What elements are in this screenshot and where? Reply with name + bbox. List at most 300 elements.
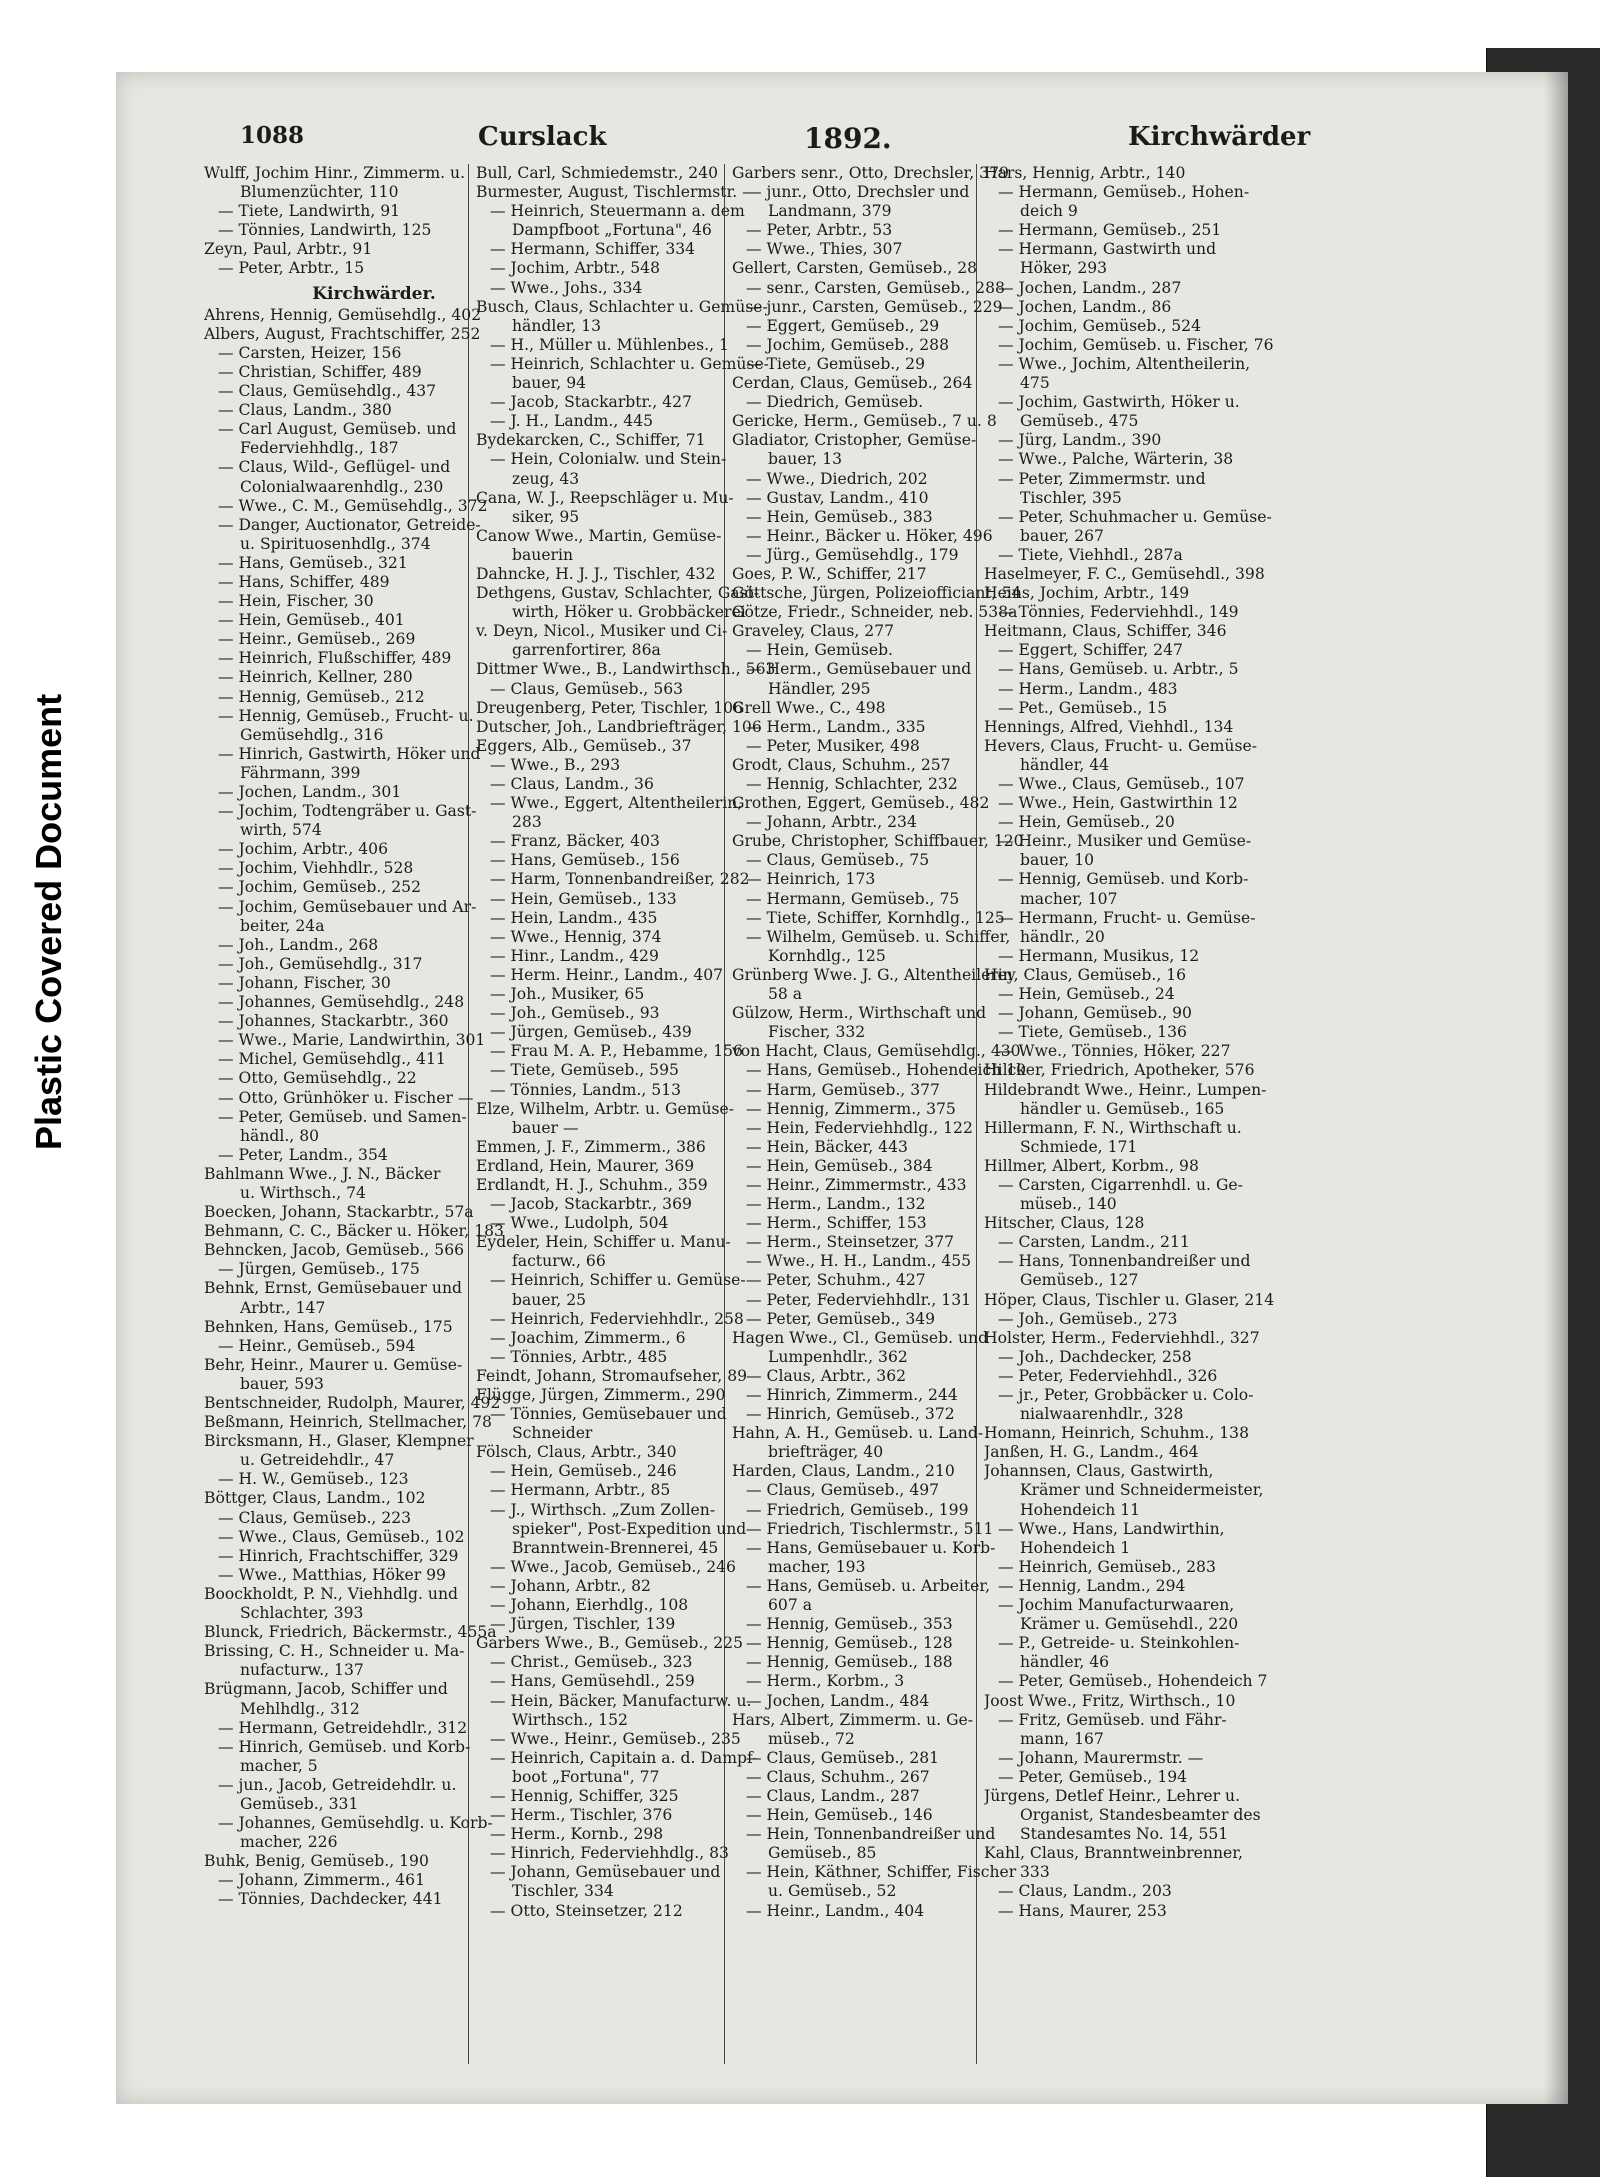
- directory-entry: deich 9: [1020, 202, 1078, 221]
- side-label-text: Plastic Covered Document: [28, 693, 69, 1150]
- directory-entry: — Jochim, Viehhdlr., 528: [218, 859, 414, 878]
- directory-entry: — Hermann, Gemüseb., 75: [746, 889, 960, 908]
- directory-entry: — Hein, Landm., 435: [490, 908, 658, 927]
- directory-entry: — Peter, Federviehhdlr., 131: [746, 1290, 972, 1309]
- directory-entry: — Franz, Bäcker, 403: [490, 832, 660, 851]
- directory-entry: — Claus, Gemüseb., 563: [490, 679, 684, 698]
- directory-entry: — Heinrich, Kellner, 280: [218, 668, 413, 687]
- directory-entry: Boockholdt, P. N., Viehhdlg. und: [204, 1584, 458, 1603]
- directory-entry: — Claus, Arbtr., 362: [746, 1366, 907, 1385]
- directory-entry: Cana, W. J., Reepschläger u. Mu-: [476, 488, 734, 507]
- directory-entry: Mehlhdlg., 312: [240, 1699, 360, 1718]
- directory-entry: — P., Getreide- u. Steinkohlen-: [998, 1634, 1240, 1653]
- directory-entry: — Hennig, Schiffer, 325: [490, 1786, 679, 1805]
- directory-entry: — Hermann, Gemüseb., 251: [998, 221, 1222, 240]
- directory-entry: händler, 13: [512, 316, 602, 335]
- directory-entry: — Hinrich, Federviehhdlg., 83: [490, 1844, 729, 1863]
- directory-entry: — Joh., Gemüseb., 93: [490, 1004, 660, 1023]
- directory-entry: — Jürgen, Tischler, 139: [490, 1615, 676, 1634]
- directory-entry: händl., 80: [240, 1126, 320, 1145]
- directory-entry: — Claus, Gemüseb., 497: [746, 1481, 940, 1500]
- directory-entry: Dahncke, H. J. J., Tischler, 432: [476, 564, 716, 583]
- directory-entry: macher, 193: [768, 1557, 866, 1576]
- directory-entry: u. Spirituosenhdlg., 374: [240, 534, 431, 553]
- directory-entry: 333: [1020, 1863, 1050, 1882]
- directory-entry: Graveley, Claus, 277: [732, 622, 895, 641]
- directory-entry: — Tiete, Gemüseb., 595: [490, 1061, 679, 1080]
- directory-entry: Gemüseb., 475: [1020, 412, 1139, 431]
- directory-entry: Fölsch, Claus, Arbtr., 340: [476, 1443, 677, 1462]
- directory-entry: — Tönnies, Gemüsebauer und: [490, 1405, 727, 1424]
- directory-entry: — Wwe., Palche, Wärterin, 38: [998, 450, 1234, 469]
- directory-entry: — Johann, Arbtr., 234: [746, 813, 917, 832]
- directory-entry: — Heinr., Gemüseb., 269: [218, 630, 416, 649]
- directory-entry: — Hermann, Gemüseb., Hohen-: [998, 183, 1250, 202]
- directory-entry: Grell Wwe., C., 498: [732, 698, 886, 717]
- directory-entry: Boecken, Johann, Stackarbtr., 57a: [204, 1203, 474, 1222]
- directory-entry: — Wwe., Claus, Gemüseb., 107: [998, 775, 1245, 793]
- directory-entry: Krämer u. Gemüsehdl., 220: [1020, 1615, 1239, 1634]
- directory-entry: — Johann, Gemüseb., 90: [998, 1004, 1192, 1023]
- directory-entry: Busch, Claus, Schlachter u. Gemüse-: [476, 297, 768, 316]
- directory-entry: — Jürg, Landm., 390: [998, 431, 1162, 450]
- directory-entry: — Wwe., B., 293: [490, 755, 621, 774]
- directory-entry: — Herm., Landm., 335: [746, 717, 926, 736]
- directory-entry: boot „Fortuna", 77: [512, 1767, 660, 1786]
- directory-entry: — Jochen, Landm., 301: [218, 783, 402, 801]
- directory-entry: — Heinrich, Capitain a. d. Dampf-: [490, 1748, 758, 1767]
- directory-entry: — Jürgen, Gemüseb., 439: [490, 1023, 692, 1042]
- directory-entry: händler u. Gemüseb., 165: [1020, 1099, 1225, 1118]
- directory-entry: von Hacht, Claus, Gemüsehdlg., 430: [732, 1042, 1021, 1061]
- directory-entry: — Herm., Kornb., 298: [490, 1825, 664, 1844]
- page-number: 1088: [240, 122, 305, 149]
- running-head-left: Curslack: [478, 122, 607, 152]
- directory-entry: — Hermann, Musikus, 12: [998, 946, 1200, 965]
- directory-entry: — Joh., Landm., 268: [218, 935, 379, 954]
- directory-entry: Branntwein-Brennerei, 45: [512, 1538, 719, 1557]
- directory-entry: Hillmer, Albert, Korbm., 98: [984, 1156, 1199, 1175]
- directory-entry: Elze, Wilhelm, Arbtr. u. Gemüse-: [476, 1099, 735, 1118]
- directory-entry: müseb., 140: [1020, 1195, 1117, 1214]
- directory-entry: siker, 95: [512, 507, 580, 526]
- directory-entry: — Peter, Schuhmacher u. Gemüse-: [998, 507, 1272, 526]
- directory-entry: — Heinr., Musiker und Gemüse-: [998, 832, 1252, 851]
- directory-entry: — Johann, Gemüsebauer und: [490, 1863, 721, 1882]
- directory-entry: Hildebrandt Wwe., Heinr., Lumpen-: [984, 1080, 1267, 1099]
- directory-entry: — Heinrich, Federviehhdlr., 258: [490, 1309, 744, 1328]
- directory-entry: zeug, 43: [512, 469, 580, 488]
- directory-entry: — Carsten, Landm., 211: [998, 1233, 1190, 1252]
- directory-entry: — Otto, Steinsetzer, 212: [490, 1901, 683, 1920]
- directory-entry: Fischer, 332: [768, 1023, 866, 1042]
- directory-entry: Behnken, Hans, Gemüseb., 175: [204, 1317, 453, 1336]
- directory-entry: bauer, 13: [768, 450, 843, 469]
- directory-entry: — Johannes, Gemüsehdlg. u. Korb-: [218, 1814, 493, 1833]
- directory-entry: Gladiator, Cristopher, Gemüse-: [732, 431, 977, 450]
- directory-entry: — Jochim, Arbtr., 406: [218, 840, 388, 859]
- directory-entry: — Peter, Arbtr., 15: [218, 259, 365, 278]
- directory-entry: Wirthsch., 152: [512, 1710, 628, 1729]
- directory-entry: Homann, Heinrich, Schuhm., 138: [984, 1424, 1250, 1443]
- directory-entry: händlr., 20: [1020, 927, 1105, 946]
- directory-entry: — Hein, Gemüseb., 146: [746, 1806, 933, 1825]
- page-header: [116, 122, 1568, 164]
- page-shadow: [1544, 72, 1568, 2104]
- directory-entry: — Claus, Gemüsehdlg., 437: [218, 382, 437, 401]
- directory-entry: — Jürg., Gemüsehdlg., 179: [746, 545, 959, 564]
- directory-entry: — Hein, Gemüseb., 24: [998, 985, 1175, 1004]
- directory-entry: — Joachim, Zimmerm., 6: [490, 1328, 686, 1347]
- directory-entry: beiter, 24a: [240, 916, 325, 935]
- directory-entry: — Jochim, Gemüseb., 252: [218, 878, 422, 897]
- directory-entry: macher, 5: [240, 1756, 318, 1775]
- directory-entry: Brissing, C. H., Schneider u. Ma-: [204, 1642, 465, 1661]
- directory-entry: 283: [512, 813, 542, 832]
- directory-entry: bauer, 593: [240, 1374, 324, 1393]
- directory-entry: Eggers, Alb., Gemüseb., 37: [476, 736, 692, 755]
- directory-entry: — Heinr., Gemüseb., 594: [218, 1336, 416, 1355]
- directory-entry: — Wwe., Johs., 334: [490, 278, 643, 297]
- directory-entry: — Tönnies, Federviehhdl., 149: [998, 603, 1239, 622]
- directory-entry: Tischler, 334: [512, 1882, 614, 1901]
- directory-entry: Johannsen, Claus, Gastwirth,: [984, 1462, 1214, 1481]
- directory-entry: Händler, 295: [768, 679, 871, 698]
- directory-entry: Blunck, Friedrich, Bäckermstr., 455a: [204, 1623, 497, 1642]
- directory-entry: Böttger, Claus, Landm., 102: [204, 1489, 426, 1508]
- directory-entry: — Wwe., H. H., Landm., 455: [746, 1252, 972, 1271]
- directory-entry: Haselmeyer, F. C., Gemüsehdl., 398: [984, 564, 1265, 583]
- directory-entry: — Tiete, Landwirth, 91: [218, 202, 401, 221]
- directory-page: [116, 72, 1568, 2104]
- directory-entry: Kahl, Claus, Branntweinbrenner,: [984, 1844, 1243, 1863]
- directory-entry: Buhk, Benig, Gemüseb., 190: [204, 1852, 429, 1871]
- directory-entry: — jun., Jacob, Getreidehdlr. u.: [218, 1775, 457, 1794]
- directory-entry: — Hinrich, Gemüseb., 372: [746, 1405, 955, 1424]
- directory-entry: — Herm., Schiffer, 153: [746, 1214, 927, 1233]
- running-head-year: 1892.: [804, 122, 892, 155]
- directory-entry: Behnk, Ernst, Gemüsebauer und: [204, 1279, 462, 1298]
- directory-entry: u. Wirthsch., 74: [240, 1183, 366, 1202]
- directory-entry: Gericke, Herm., Gemüseb., 7 u. 8: [732, 412, 997, 431]
- directory-entry: — Heinrich, Flußschiffer, 489: [218, 649, 452, 668]
- directory-entry: — Hinrich, Gemüseb. und Korb-: [218, 1737, 471, 1756]
- directory-entry: Federviehhdlg., 187: [240, 439, 399, 458]
- directory-entry: — Otto, Grünhöker u. Fischer —: [218, 1088, 474, 1107]
- directory-entry: Dethgens, Gustav, Schlachter, Gast-: [476, 584, 760, 603]
- directory-entry: Hevers, Claus, Frucht- u. Gemüse-: [984, 736, 1257, 755]
- directory-entry: Grünberg Wwe. J. G., Altentheilerin: [732, 965, 1013, 984]
- entry-column-4: [984, 164, 1324, 2064]
- directory-entry: 475: [1020, 374, 1050, 393]
- directory-entry: Bircksmann, H., Glaser, Klempner: [204, 1432, 474, 1451]
- directory-entry: — Peter, Landm., 354: [218, 1145, 388, 1164]
- directory-entry: bauer, 25: [512, 1290, 587, 1309]
- directory-entry: Canow Wwe., Martin, Gemüse-: [476, 526, 722, 545]
- directory-entry: — Claus, Landm., 36: [490, 775, 654, 793]
- directory-entry: — Jochim, Todtengräber u. Gast-: [218, 802, 477, 821]
- directory-entry: Arbtr., 147: [240, 1298, 326, 1317]
- directory-entry: Burmester, August, Tischlermstr. —: [476, 183, 758, 202]
- directory-entry: — Jürgen, Gemüseb., 175: [218, 1260, 420, 1279]
- directory-entry: Emmen, J. F., Zimmerm., 386: [476, 1137, 706, 1156]
- directory-entry: — Hans, Maurer, 253: [998, 1901, 1167, 1920]
- directory-entry: — Tönnies, Dachdecker, 441: [218, 1890, 443, 1909]
- directory-entry: — Heinr., Zimmermstr., 433: [746, 1175, 967, 1194]
- directory-entry: — Harm, Gemüseb., 377: [746, 1080, 940, 1099]
- directory-entry: Götze, Friedr., Schneider, neb. 538a: [732, 603, 1018, 622]
- directory-entry: Lumpenhdlr., 362: [768, 1347, 908, 1366]
- directory-entry: Hohendeich 11: [1020, 1500, 1141, 1519]
- directory-entry: Schlachter, 393: [240, 1604, 364, 1623]
- directory-entry: wirth, 574: [240, 821, 322, 840]
- directory-entry: bauerin: [512, 545, 574, 564]
- directory-entry: — junr., Otto, Drechsler und: [746, 183, 970, 202]
- directory-entry: — Heinrich, Schlachter u. Gemüse-: [490, 354, 769, 373]
- directory-entry: — Pet., Gemüseb., 15: [998, 698, 1168, 717]
- directory-entry: — Carsten, Cigarrenhdl. u. Ge-: [998, 1175, 1243, 1194]
- directory-entry: — Tönnies, Arbtr., 485: [490, 1347, 668, 1366]
- directory-entry: — Wwe., Hans, Landwirthin,: [998, 1519, 1225, 1538]
- directory-entry: — Tönnies, Landm., 513: [490, 1080, 682, 1099]
- directory-entry: — Jochen, Landm., 484: [746, 1691, 930, 1710]
- directory-entry: Hitscher, Claus, 128: [984, 1214, 1145, 1233]
- directory-entry: — Hennig, Landm., 294: [998, 1576, 1186, 1595]
- directory-entry: — Peter, Gemüseb., 194: [998, 1767, 1188, 1786]
- directory-entry: 58 a: [768, 985, 803, 1004]
- directory-entry: nufacturw., 137: [240, 1661, 364, 1680]
- directory-entry: — Heinrich, Schiffer u. Gemüse-: [490, 1271, 746, 1290]
- directory-entry: Gemüseb., 331: [240, 1794, 359, 1813]
- directory-entry: spieker", Post-Expedition und: [512, 1519, 747, 1538]
- directory-entry: Eydeler, Hein, Schiffer u. Manu-: [476, 1233, 731, 1252]
- directory-entry: Hey, Claus, Gemüseb., 16: [984, 965, 1187, 984]
- directory-entry: Holster, Herm., Federviehhdl., 327: [984, 1328, 1260, 1347]
- directory-entry: — Tiete, Gemüseb., 136: [998, 1023, 1187, 1042]
- directory-entry: — Wwe., Jochim, Altentheilerin,: [998, 354, 1251, 373]
- directory-entry: Hagen Wwe., Cl., Gemüseb. und: [732, 1328, 989, 1347]
- running-head-right: Kirchwärder: [1128, 122, 1311, 152]
- directory-entry: — Claus, Gemüseb., 75: [746, 851, 930, 870]
- directory-entry: — Hans, Gemüsehdl., 259: [490, 1672, 695, 1691]
- directory-entry: facturw., 66: [512, 1252, 606, 1271]
- directory-entry: — Otto, Gemüsehdlg., 22: [218, 1069, 417, 1088]
- directory-entry: — Hein, Gemüseb., 246: [490, 1462, 677, 1481]
- directory-entry: — Jochen, Landm., 86: [998, 297, 1172, 316]
- directory-entry: — Claus, Schuhm., 267: [746, 1767, 930, 1786]
- directory-entry: — Peter, Schuhm., 427: [746, 1271, 926, 1290]
- directory-entry: — Herm., Gemüsebauer und: [746, 660, 972, 679]
- directory-entry: — Harm, Tonnenbandreißer, 282: [490, 870, 750, 889]
- directory-entry: Tischler, 395: [1020, 488, 1122, 507]
- directory-entry: — Wwe., Hein, Gastwirthin 12: [998, 794, 1238, 813]
- directory-entry: — J. H., Landm., 445: [490, 412, 654, 431]
- directory-entry: — Tiete, Gemüseb., 29: [746, 354, 926, 373]
- directory-entry: — Hans, Schiffer, 489: [218, 572, 390, 591]
- directory-entry: Schneider: [512, 1424, 593, 1443]
- directory-entry: — Peter, Arbtr., 53: [746, 221, 893, 240]
- directory-entry: Blumenzüchter, 110: [240, 183, 399, 202]
- directory-entry: Goes, P. W., Schiffer, 217: [732, 564, 927, 583]
- directory-entry: — Fritz, Gemüseb. und Fähr-: [998, 1710, 1227, 1729]
- directory-entry: — Hein, Gemüseb., 401: [218, 611, 405, 630]
- directory-entry: — Heinrich, Steuermann a. dem: [490, 202, 745, 221]
- directory-entry: — Friedrich, Gemüseb., 199: [746, 1500, 969, 1519]
- directory-entry: — Michel, Gemüsehdlg., 411: [218, 1050, 446, 1069]
- directory-entry: — Eggert, Schiffer, 247: [998, 641, 1183, 660]
- directory-entry: — Peter, Zimmermstr. und: [998, 469, 1206, 488]
- directory-entry: Hars, Albert, Zimmerm. u. Ge-: [732, 1710, 974, 1729]
- directory-entry: Behncken, Jacob, Gemüseb., 566: [204, 1241, 465, 1260]
- directory-entry: — Hennig, Gemüseb., 188: [746, 1653, 953, 1672]
- directory-entry: Bahlmann Wwe., J. N., Bäcker: [204, 1164, 441, 1183]
- directory-entry: Behr, Heinr., Maurer u. Gemüse-: [204, 1355, 463, 1374]
- directory-entry: — Hans, Gemüseb., Hohendeich 10: [746, 1061, 1027, 1080]
- directory-entry: — Joh., Gemüsehdlg., 317: [218, 954, 423, 973]
- directory-entry: — Hennig, Zimmerm., 375: [746, 1099, 956, 1118]
- directory-entry: Schmiede, 171: [1020, 1137, 1138, 1156]
- directory-entry: — Hennig, Gemüseb., 353: [746, 1615, 953, 1634]
- directory-entry: Janßen, H. G., Landm., 464: [984, 1443, 1199, 1462]
- directory-entry: — Joh., Musiker, 65: [490, 985, 645, 1004]
- directory-entry: — Eggert, Gemüseb., 29: [746, 316, 940, 335]
- directory-entry: Grodt, Claus, Schuhm., 257: [732, 755, 951, 774]
- directory-entry: — Hermann, Schiffer, 334: [490, 240, 696, 259]
- directory-entry: Feindt, Johann, Stromaufseher, 89: [476, 1366, 748, 1385]
- directory-entry: — Hein, Gemüseb., 383: [746, 507, 933, 526]
- directory-entry: bauer, 10: [1020, 851, 1095, 870]
- directory-entry: Grothen, Eggert, Gemüseb., 482: [732, 794, 990, 813]
- directory-entry: — Hermann, Arbtr., 85: [490, 1481, 671, 1500]
- directory-entry: — Diedrich, Gemüseb.: [746, 393, 924, 412]
- directory-entry: — Jochen, Landm., 287: [998, 278, 1182, 297]
- directory-entry: Krämer und Schneidermeister,: [1020, 1481, 1264, 1500]
- directory-entry: — Wwe., Claus, Gemüseb., 102: [218, 1527, 465, 1546]
- directory-entry: — Jacob, Stackarbtr., 369: [490, 1195, 692, 1214]
- directory-entry: Garbers senr., Otto, Drechsler, 379: [732, 164, 1009, 182]
- directory-entry: Beßmann, Heinrich, Stellmacher, 78: [204, 1413, 492, 1432]
- directory-entry: — Hein, Käthner, Schiffer, Fischer: [746, 1863, 1017, 1882]
- directory-entry: Gemüsehdlg., 316: [240, 725, 384, 744]
- directory-entry: — Jochim, Gastwirth, Höker u.: [998, 393, 1240, 412]
- directory-entry: Standesamtes No. 14, 551: [1020, 1825, 1229, 1844]
- directory-entry: — Hennig, Gemüseb., 212: [218, 687, 425, 706]
- directory-entry: — Jacob, Stackarbtr., 427: [490, 393, 692, 412]
- directory-entry: Dampfboot „Fortuna", 46: [512, 221, 712, 240]
- directory-entry: bauer, 94: [512, 374, 587, 393]
- directory-entry: — Heinr., Landm., 404: [746, 1901, 925, 1920]
- directory-entry: — Herm., Tischler, 376: [490, 1806, 673, 1825]
- directory-entry: — H., Müller u. Mühlenbes., 1: [490, 335, 729, 354]
- directory-entry: — Hein, Gemüseb., 20: [998, 813, 1175, 832]
- directory-entry: wirth, Höker u. Grobbäckerei: [512, 603, 746, 622]
- directory-entry: Gemüseb., 85: [768, 1844, 877, 1863]
- directory-entry: — Peter, Musiker, 498: [746, 736, 920, 755]
- directory-entry: — Hein, Fischer, 30: [218, 592, 374, 611]
- directory-entry: Joost Wwe., Fritz, Wirthsch., 10: [984, 1691, 1236, 1710]
- directory-entry: — Hans, Tonnenbandreißer und: [998, 1252, 1251, 1271]
- directory-entry: — Christ., Gemüseb., 323: [490, 1653, 693, 1672]
- directory-entry: — Hein, Gemüseb., 133: [490, 889, 677, 908]
- directory-entry: — Claus, Gemüseb., 281: [746, 1748, 940, 1767]
- directory-entry: — Gustav, Landm., 410: [746, 488, 929, 507]
- directory-entry: — Hermann, Frucht- u. Gemüse-: [998, 908, 1256, 927]
- directory-entry: — Johann, Maurermstr. —: [998, 1748, 1204, 1767]
- directory-entry: — Hermann, Getreidehdlr., 312: [218, 1718, 468, 1737]
- directory-entry: — Wilhelm, Gemüseb. u. Schiffer,: [746, 927, 1011, 946]
- directory-entry: — Herm. Heinr., Landm., 407: [490, 965, 724, 984]
- directory-entry: — Wwe., Matthias, Höker 99: [218, 1565, 446, 1584]
- directory-entry: — Joh., Gemüseb., 273: [998, 1309, 1178, 1328]
- directory-entry: — Claus, Landm., 287: [746, 1786, 920, 1805]
- directory-entry: Bydekarcken, C., Schiffer, 71: [476, 431, 706, 450]
- directory-entry: Kornhdlg., 125: [768, 946, 886, 965]
- directory-entry: — Herm., Korbm., 3: [746, 1672, 905, 1691]
- directory-entry: — Peter, Gemüseb., 349: [746, 1309, 936, 1328]
- directory-entry: — Jochim, Arbtr., 548: [490, 259, 660, 278]
- directory-entry: — Carl August, Gemüseb. und: [218, 420, 457, 439]
- directory-entry: Erdland, Hein, Maurer, 369: [476, 1156, 695, 1175]
- directory-entry: Flügge, Jürgen, Zimmerm., 290: [476, 1386, 726, 1404]
- directory-entry: bauer —: [512, 1118, 579, 1137]
- directory-entry: Harden, Claus, Landm., 210: [732, 1462, 955, 1481]
- directory-entry: — J., Wirthsch. „Zum Zollen-: [490, 1500, 716, 1519]
- directory-entry: — Christian, Schiffer, 489: [218, 362, 422, 381]
- directory-entry: 607 a: [768, 1596, 813, 1615]
- directory-entry: — Wwe., Hennig, 374: [490, 927, 662, 946]
- directory-entry: — Joh., Dachdecker, 258: [998, 1347, 1192, 1366]
- directory-entry: — jr., Peter, Grobbäcker u. Colo-: [998, 1386, 1254, 1404]
- directory-entry: — Peter, Gemüseb. und Samen-: [218, 1107, 467, 1126]
- directory-entry: Ahrens, Hennig, Gemüsehdlg., 402: [204, 305, 482, 324]
- directory-entry: — Johann, Fischer, 30: [218, 973, 391, 992]
- directory-entry: bauer, 267: [1020, 526, 1104, 545]
- directory-entry: — Wwe., Marie, Landwirthin, 301: [218, 1031, 486, 1050]
- directory-entry: — Herm., Steinsetzer, 377: [746, 1233, 955, 1252]
- section-heading: Kirchwärder.: [312, 283, 436, 304]
- directory-entry: Hohendeich 1: [1020, 1538, 1131, 1557]
- directory-entry: Dittmer Wwe., B., Landwirthsch., 563: [476, 660, 776, 679]
- directory-entry: — Hennig, Schlachter, 232: [746, 775, 958, 793]
- directory-entry: Bull, Carl, Schmiedemstr., 240: [476, 164, 719, 182]
- directory-entry: — Hans, Gemüseb., 156: [490, 851, 680, 870]
- directory-entry: — Hans, Gemüsebauer u. Korb-: [746, 1538, 996, 1557]
- directory-entry: mann, 167: [1020, 1729, 1104, 1748]
- directory-entry: Gemüseb., 127: [1020, 1271, 1139, 1290]
- directory-entry: — Jochim, Gemüsebauer und Ar-: [218, 897, 477, 916]
- directory-entry: Heins, Jochim, Arbtr., 149: [984, 584, 1190, 603]
- directory-entry: Cerdan, Claus, Gemüseb., 264: [732, 374, 973, 393]
- directory-entry: Zeyn, Paul, Arbtr., 91: [204, 240, 373, 259]
- directory-entry: — Heinrich, Gemüseb., 283: [998, 1557, 1216, 1576]
- directory-entry: müseb., 72: [768, 1729, 855, 1748]
- directory-entry: — Friedrich, Tischlermstr., 511: [746, 1519, 994, 1538]
- directory-entry: Gülzow, Herm., Wirthschaft und: [732, 1004, 987, 1023]
- directory-entry: Dreugenberg, Peter, Tischler, 106: [476, 698, 744, 717]
- directory-entry: — Jochim Manufacturwaaren,: [998, 1596, 1235, 1615]
- directory-entry: Höker, 293: [1020, 259, 1108, 278]
- directory-entry: — Claus, Landm., 380: [218, 401, 392, 420]
- directory-entry: — Peter, Federviehhdl., 326: [998, 1366, 1218, 1385]
- directory-entry: — Hermann, Gastwirth und: [998, 240, 1217, 259]
- directory-entry: Garbers Wwe., B., Gemüseb., 225: [476, 1634, 743, 1653]
- directory-entry: Landmann, 379: [768, 202, 892, 221]
- directory-entry: Gellert, Carsten, Gemüseb., 28: [732, 259, 978, 278]
- directory-entry: — Hein, Bäcker, Manufacturw. u.: [490, 1691, 752, 1710]
- directory-entry: — Hans, Gemüseb., 321: [218, 553, 408, 572]
- directory-entry: — Hein, Tonnenbandreißer und: [746, 1825, 996, 1844]
- directory-entry: — Jochim, Gemüseb. u. Fischer, 76: [998, 335, 1274, 354]
